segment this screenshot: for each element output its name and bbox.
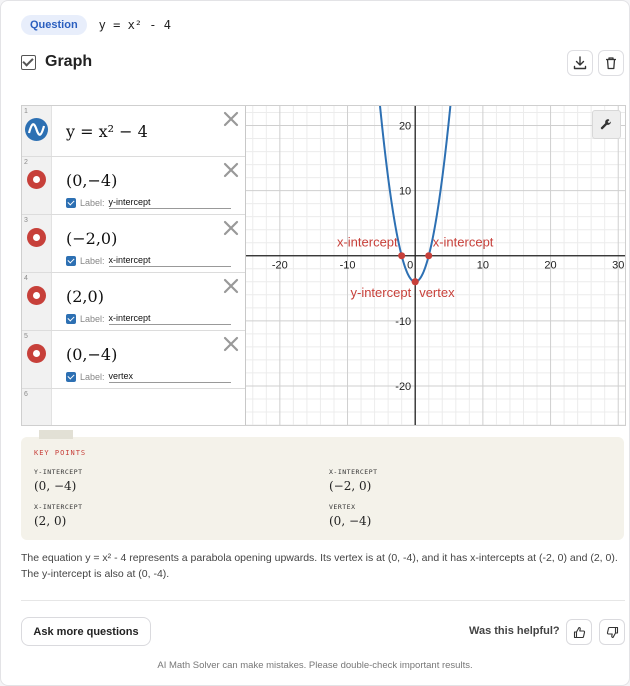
empty-expression-row[interactable] [22,389,245,425]
graphing-calculator [21,105,626,426]
row-number: 1 [24,108,28,115]
key-point-caption: Y-INTERCEPT [34,468,83,476]
y-tick-label: 10 [398,185,412,198]
x-tick-label: 30 [612,259,625,272]
graph-area[interactable] [246,106,625,425]
key-point-value: (−2, 0) [329,479,372,493]
point-expression: (−2,0) [66,229,118,248]
label-caption: Label: [80,314,105,324]
expression-row[interactable] [22,331,245,389]
graph-title: Graph [45,53,93,70]
x-tick-label: -20 [271,259,288,272]
expression-row[interactable] [22,273,245,331]
label-caption: Label: [80,198,105,208]
expression-row[interactable] [22,106,245,157]
wrench-icon [600,118,613,131]
key-point-caption: VERTEX [329,503,356,511]
key-point-caption: X-INTERCEPT [329,468,378,476]
y-tick-label: -10 [395,315,412,328]
key-point-caption: X-INTERCEPT [34,503,83,511]
close-icon[interactable] [222,110,240,128]
point-style-icon[interactable] [27,344,46,363]
point-expression: (2,0) [66,287,104,306]
y-tick-label: -20 [395,380,412,393]
key-point-value: (0, −4) [329,514,372,528]
point-style-icon[interactable] [27,228,46,247]
checkbox-square-icon [21,55,36,70]
label-checkbox[interactable] [66,198,76,208]
helpful-prompt: Was this helpful? [469,625,560,637]
row-number: 2 [24,159,28,166]
delete-button[interactable] [598,50,624,76]
thumbs-up-icon [573,626,586,639]
key-point-value: (0, −4) [34,479,77,493]
graph-settings-button[interactable] [592,110,621,139]
expression-row[interactable] [22,157,245,215]
key-points-heading: KEY POINTS [34,449,87,457]
graph-header [21,53,92,71]
x-tick-label: 0 [407,259,414,272]
point-expression: (0,−4) [66,171,118,190]
point-label: x-intercept [336,234,398,250]
label-input[interactable]: vertex [109,371,231,383]
label-input[interactable]: y-intercept [109,197,231,209]
trash-icon [604,56,618,70]
app-logo-icon [25,118,48,141]
row-number: 4 [24,275,28,282]
question-badge: Question [21,15,87,35]
label-caption: Label: [80,256,105,266]
question-row [21,15,171,35]
label-input[interactable]: x-intercept [109,255,231,267]
row-number: 3 [24,217,28,224]
plot-point [398,252,405,259]
divider [21,600,625,601]
close-icon[interactable] [222,335,240,353]
label-checkbox[interactable] [66,372,76,382]
explanation-text: The equation y = x² - 4 represents a parabola opening upwards. Its vertex is at (0, -4), and it has x-intercepts at (-2, 0) and (2, 0). The y-intercept is also at (0, -4). [21,552,618,580]
thumbs-up-button[interactable] [566,619,592,645]
disclaimer: AI Math Solver can make mistakes. Please double-check important results. [157,660,473,671]
y-tick-label: 20 [398,120,412,133]
question-text: y = x² - 4 [98,18,171,32]
label-checkbox[interactable] [66,256,76,266]
plot-point [412,278,419,285]
close-icon[interactable] [222,161,240,179]
thumbs-down-icon [606,626,619,639]
thumbs-down-button[interactable] [599,619,625,645]
row-number: 6 [24,391,28,398]
point-label: y-intercept [350,284,412,300]
x-tick-label: -10 [339,259,356,272]
key-points-panel [21,437,624,540]
function-expression: y = x² − 4 [66,122,148,141]
download-button[interactable] [567,50,593,76]
point-expression: (0,−4) [66,345,118,364]
x-tick-label: 10 [476,259,489,272]
download-icon [573,56,587,70]
expression-list [22,106,246,425]
key-point-value: (2, 0) [34,514,67,528]
x-tick-label: 20 [544,259,557,272]
label-caption: Label: [80,372,105,382]
point-label: vertex [419,284,455,300]
point-style-icon[interactable] [27,286,46,305]
expression-row[interactable] [22,215,245,273]
plot-point [425,252,432,259]
point-label: x-intercept [432,234,494,250]
point-style-icon[interactable] [27,170,46,189]
label-checkbox[interactable] [66,314,76,324]
graph-canvas[interactable] [246,106,625,425]
ask-more-button[interactable]: Ask more questions [21,617,151,646]
row-number: 5 [24,333,28,340]
close-icon[interactable] [222,277,240,295]
label-input[interactable]: x-intercept [109,313,231,325]
close-icon[interactable] [222,219,240,237]
